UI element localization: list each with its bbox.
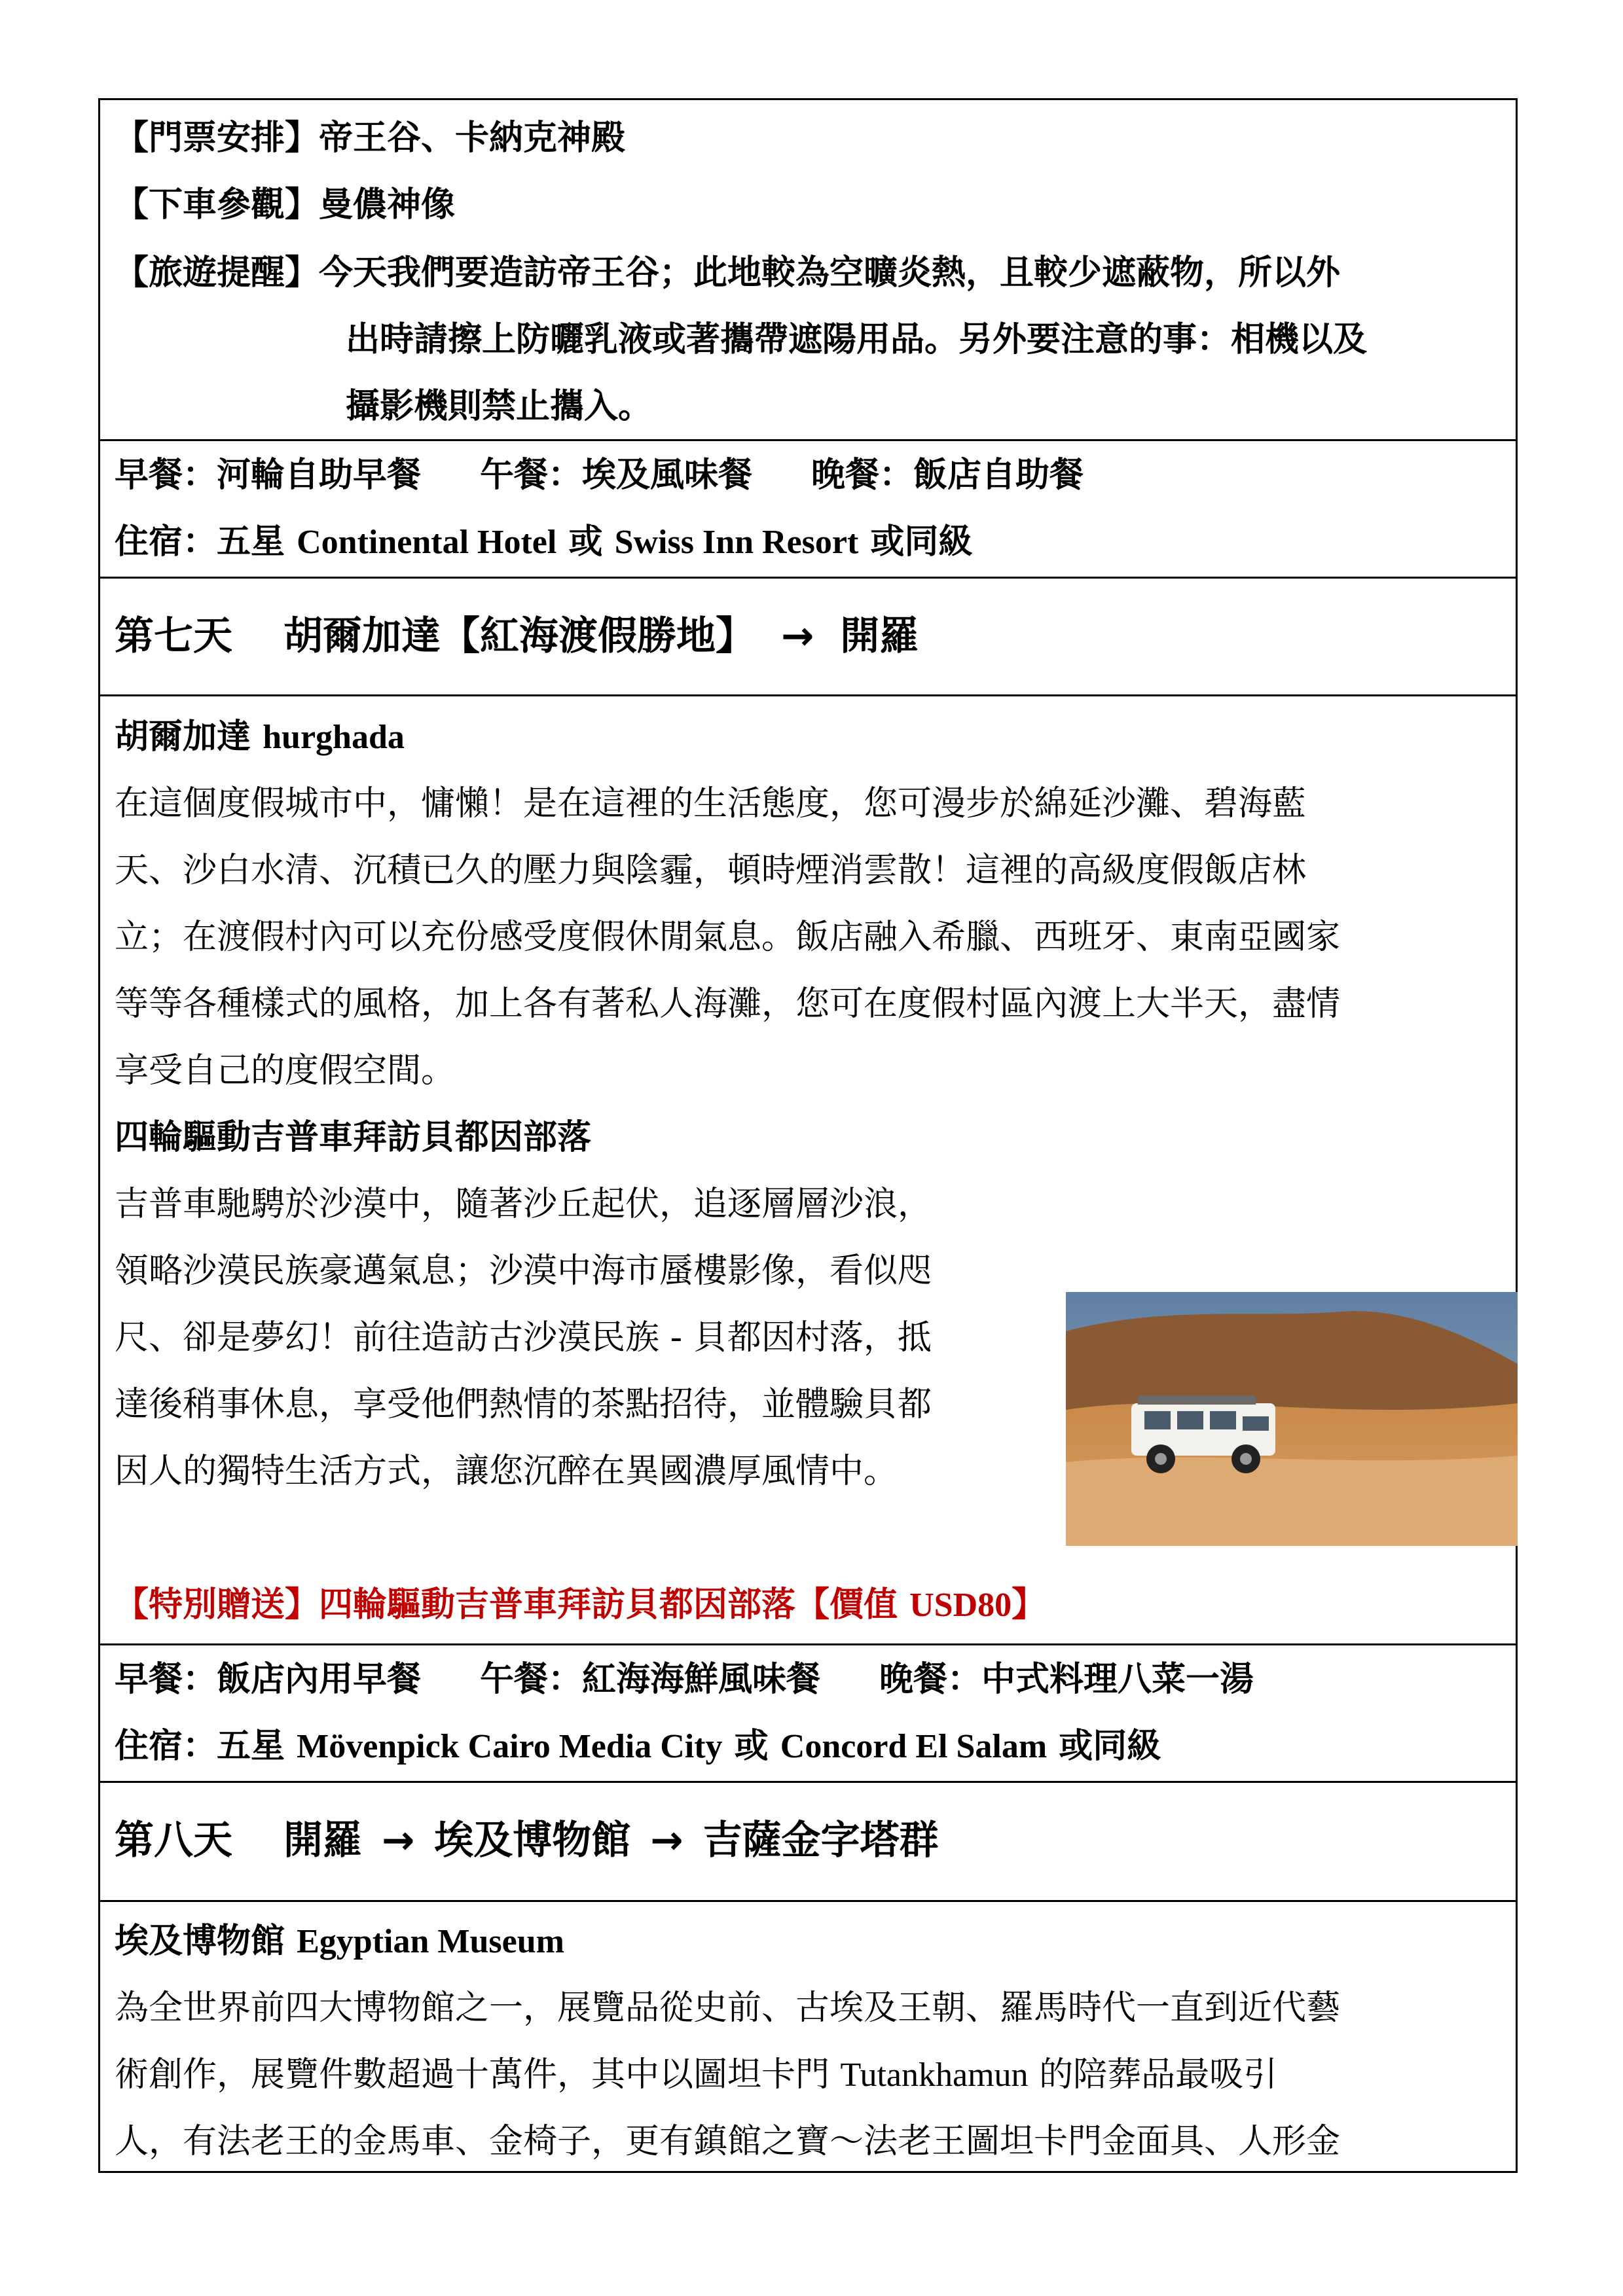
reminder-line-3: 攝影機則禁止攜入。 xyxy=(346,387,653,426)
itinerary-table xyxy=(98,98,1518,2173)
breakfast: 早餐：河輪自助早餐 xyxy=(115,456,422,495)
arrow-icon: → xyxy=(781,613,814,659)
breakfast: 早餐：飯店內用早餐 xyxy=(115,1660,422,1699)
jeep-para-4: 達後稍事休息，享受他們熱情的茶點招待，並體驗貝都 xyxy=(115,1385,932,1424)
jeep-title: 四輪驅動吉普車拜訪貝都因部落 xyxy=(115,1118,592,1157)
day7-meals-row xyxy=(115,1659,1254,1700)
jeep-para-1: 吉普車馳騁於沙漠中，隨著沙丘起伏，追逐層層沙浪， xyxy=(115,1185,932,1224)
day8-title xyxy=(115,1820,939,1861)
day6-info-section xyxy=(100,100,1516,439)
hurghada-title xyxy=(115,716,405,759)
museum-para-2b: 的陪葬品最吸引 xyxy=(1039,2055,1278,2094)
dinner: 晚餐：中式料理八菜一湯 xyxy=(879,1660,1254,1699)
arrow-icon: → xyxy=(382,1818,415,1863)
day7-body xyxy=(100,694,1516,1643)
day8-city-1: 開羅 xyxy=(283,1818,362,1863)
jeep-para-5: 因人的獨特生活方式，讓您沉醉在異國濃厚風情中。 xyxy=(115,1452,898,1491)
day6-meals-section xyxy=(100,439,1516,577)
day7-route-1: 胡爾加達【紅海渡假勝地】 xyxy=(283,613,755,659)
stop-row xyxy=(115,184,455,226)
or-text: 或 xyxy=(734,1727,769,1766)
arrow-icon: → xyxy=(650,1818,684,1863)
stay-suffix: 或同級 xyxy=(1059,1727,1161,1766)
jeep-para-2: 領略沙漠民族豪邁氣息；沙漠中海市蜃樓影像，看似咫 xyxy=(115,1251,932,1291)
reminder-row xyxy=(115,252,1340,294)
gift-suffix: 】 xyxy=(1012,1585,1046,1624)
day7-label: 第七天 xyxy=(115,613,232,659)
day8-label: 第八天 xyxy=(115,1818,232,1863)
day7-header xyxy=(100,577,1516,694)
hurghada-title-en: hurghada xyxy=(263,719,405,756)
tickets-value: 帝王谷、卡納克神殿 xyxy=(319,118,626,158)
hurghada-para-4: 等等各種樣式的風格，加上各有著私人海灘，您可在度假村區內渡上大半天，盡情 xyxy=(115,984,1341,1024)
day6-meals-row xyxy=(115,454,1084,496)
museum-para-1: 為全世界前四大博物館之一，展覽品從史前、古埃及王朝、羅馬時代一直到近代藝 xyxy=(115,1988,1341,2028)
day8-city-3: 吉薩金字塔群 xyxy=(702,1818,939,1863)
desert-jeep-photo xyxy=(1066,1292,1518,1546)
museum-para-3: 人，有法老王的金馬車、金椅子，更有鎮館之寶～法老王圖坦卡門金面具、人形金 xyxy=(115,2122,1341,2161)
stay-prefix: 住宿：五星 xyxy=(115,522,285,562)
hurghada-para-5: 享受自己的度假空間。 xyxy=(115,1051,456,1090)
hurghada-para-2: 天、沙白水清、沉積已久的壓力與陰霾，頓時煙消雲散！這裡的高級度假飯店林 xyxy=(115,851,1307,890)
museum-para-2-en: Tutankhamun xyxy=(840,2056,1029,2094)
museum-para-2 xyxy=(115,2054,1277,2096)
lunch: 午餐：埃及風味餐 xyxy=(480,456,753,495)
day7-title xyxy=(115,615,919,657)
stop-label: 【下車參觀】 xyxy=(115,185,319,224)
hotel-2: Swiss Inn Resort xyxy=(614,524,859,561)
or-text: 或 xyxy=(568,522,603,562)
museum-title-en: Egyptian Museum xyxy=(297,1923,564,1960)
jeep-para-3: 尺、卻是夢幻！前往造訪古沙漠民族 - 貝都因村落，抵 xyxy=(115,1318,932,1357)
day7-meals-section xyxy=(100,1643,1516,1781)
hotel-1: Mövenpick Cairo Media City xyxy=(297,1728,723,1765)
museum-title-cn: 埃及博物館 xyxy=(115,1922,285,1961)
day6-stay-row xyxy=(115,521,972,564)
hurghada-title-cn: 胡爾加達 xyxy=(115,717,251,757)
dinner: 晚餐：飯店自助餐 xyxy=(811,456,1084,495)
reminder-label: 【旅遊提醒】 xyxy=(115,253,319,293)
stay-suffix: 或同級 xyxy=(870,522,973,562)
museum-para-2a: 術創作，展覽件數超過十萬件，其中以圖坦卡門 xyxy=(115,2055,830,2094)
reminder-line-2: 出時請擦上防曬乳液或著攜帶遮陽用品。另外要注意的事：相機以及 xyxy=(346,320,1368,359)
tickets-label: 【門票安排】 xyxy=(115,118,319,158)
hotel-2: Concord El Salam xyxy=(780,1728,1048,1765)
day8-header xyxy=(100,1781,1516,1900)
day8-city-2: 埃及博物館 xyxy=(434,1818,631,1863)
day8-body xyxy=(100,1900,1516,2171)
lunch: 午餐：紅海海鮮風味餐 xyxy=(480,1660,821,1699)
special-gift xyxy=(115,1584,1046,1626)
stay-prefix: 住宿：五星 xyxy=(115,1727,285,1766)
museum-title xyxy=(115,1920,564,1963)
hurghada-para-1: 在這個度假城市中，慵懶！是在這裡的生活態度，您可漫步於綿延沙灘、碧海藍 xyxy=(115,784,1307,823)
reminder-line-1: 今天我們要造訪帝王谷；此地較為空曠炎熱，且較少遮蔽物，所以外 xyxy=(319,253,1341,293)
day7-route-2: 開羅 xyxy=(840,613,919,659)
day7-stay-row xyxy=(115,1725,1161,1768)
tickets-row xyxy=(115,117,625,159)
hotel-1: Continental Hotel xyxy=(297,524,557,561)
hurghada-para-3: 立；在渡假村內可以充份感受度假休閒氣息。飯店融入希臘、西班牙、東南亞國家 xyxy=(115,918,1341,957)
gift-value: USD80 xyxy=(909,1587,1012,1624)
gift-prefix: 【特別贈送】四輪驅動吉普車拜訪貝都因部落【價值 xyxy=(115,1585,898,1624)
stop-value: 曼儂神像 xyxy=(319,185,456,224)
